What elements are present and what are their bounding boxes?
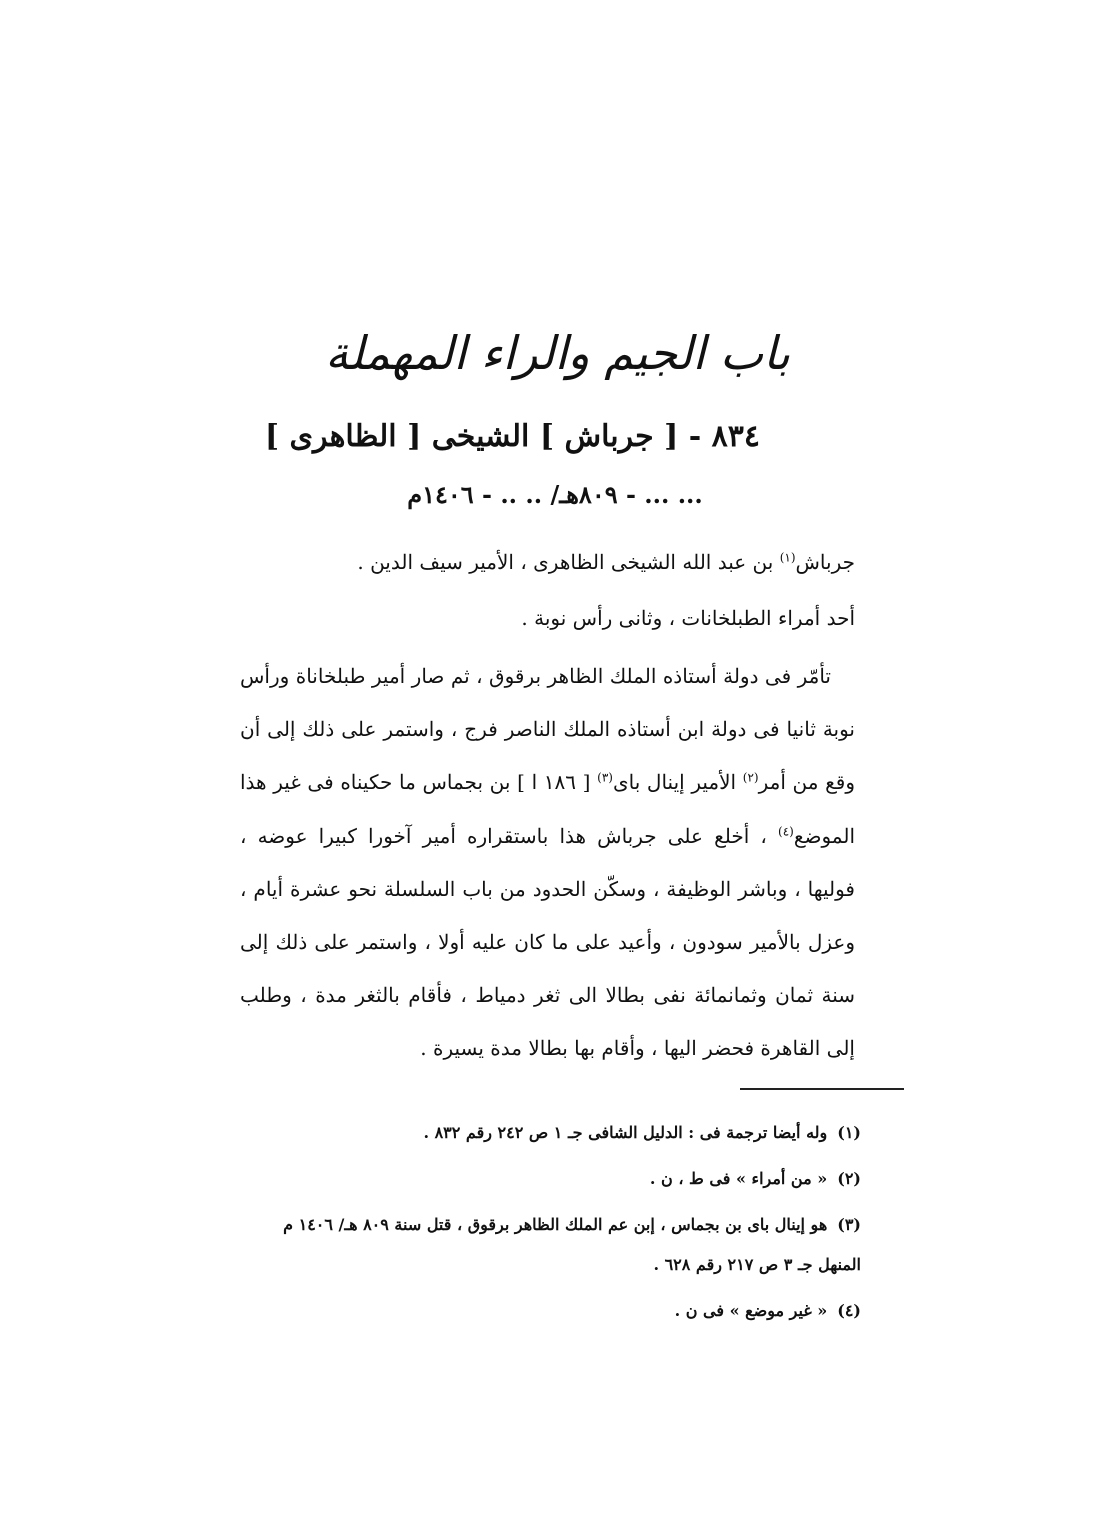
paragraph-text: ، أخلع على جرباش هذا باستقراره أمير آخورا كبيرا عوضه ، فوليها ، وباشر الوظيفة ، وسكّن الحدود من باب السلسلة نحو عشرة أيام ، وعزل بالأمير سودون ، وأعيد على ما كان عليه أولا ، واستمر على ذلك إلى سنة ثمان وثمانمائة نفى بطالا الى ثغر دمياط ، فأقام بالثغر مدة ، وطلب إلى القاهرة فحضر اليها ، وأقام بها بطالا مدة يسيرة . [240, 823, 855, 1061]
paragraph-text: تأمّر فى دولة أستاذه الملك الظاهر برقوق ، ثم صار أمير طبلخاناة ورأس نوبة ثانيا فى دولة ابن أستاذه الملك الناصر فرج ، واستمر على ذلك إلى أن وقع من أمر [240, 664, 855, 795]
footnote-3-continuation [211, 1242, 861, 1288]
entry-name: جرباش [795, 550, 855, 574]
footnote-marker-2: (٢) [742, 770, 759, 785]
footnote-text: المنهل جـ ٣ ص ٢١٧ رقم ٦٢٨ . [653, 1255, 861, 1274]
paragraph-text: الأمير إينال باى [612, 770, 743, 795]
chapter-title: باب الجيم والراء المهملة [325, 326, 790, 380]
footnote-number: (١) [837, 1123, 861, 1142]
footnote-1 [211, 1110, 861, 1156]
paragraph-rank: أحد أمراء الطبلخانات ، وثانى رأس نوبة . [521, 606, 855, 630]
footnote-4 [211, 1288, 861, 1334]
footnote-number: (٢) [837, 1169, 861, 1188]
footnote-number: (٤) [837, 1301, 861, 1320]
footnote-divider [740, 1088, 904, 1090]
footnotes [211, 1110, 861, 1334]
footnote-number: (٣) [837, 1215, 861, 1234]
footnote-text: « من أمراء » فى ط ، ن . [649, 1169, 828, 1188]
footnote-text: وله أيضا ترجمة فى : الدليل الشافى جـ ١ ص ٢٤٢ رقم ٨٣٢ . [423, 1123, 828, 1142]
entry-dates: ... ... - ٨٠٩هـ/ .. .. - ١٤٠٦م [407, 480, 703, 509]
paragraph-name [240, 536, 855, 588]
paragraph-text: [ ١٨٦ ا ] بن بجماس ما حكيناه فى غير هذا الموضع [240, 770, 855, 848]
footnote-marker-1: (١) [779, 550, 796, 565]
paragraph-biography [240, 650, 855, 1076]
footnote-text: « غير موضع » فى ن . [674, 1301, 828, 1320]
footnote-text: هو إينال باى بن بجماس ، إبن عم الملك الظاهر برقوق ، قتل سنة ٨٠٩ هـ/ ١٤٠٦ م [283, 1215, 828, 1234]
footnote-marker-4: (٤) [778, 823, 794, 838]
footnote-2 [211, 1156, 861, 1202]
paragraph-text: بن عبد الله الشيخى الظاهرى ، الأمير سيف الدين . [357, 550, 780, 574]
entry-heading: ٨٣٤ - [ جرباش ] الشيخى [ الظاهرى ] [264, 419, 760, 454]
footnote-marker-3: (٣) [597, 770, 613, 785]
